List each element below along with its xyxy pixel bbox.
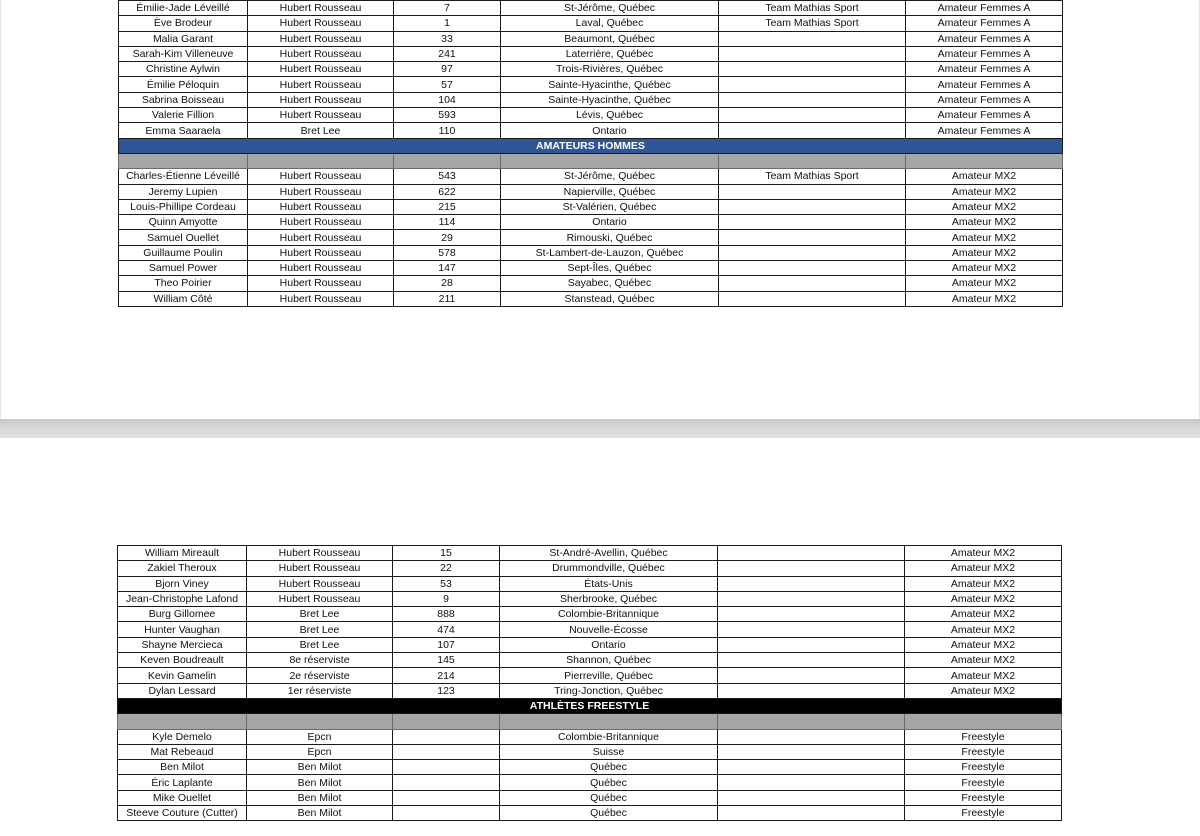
coach-cell: Hubert Rousseau (247, 591, 393, 606)
category-cell: Amateur MX2 (906, 169, 1063, 184)
athlete-name-cell: Keven Boudreault (118, 653, 247, 668)
coach-cell: Hubert Rousseau (248, 199, 394, 214)
bib-number-cell: 53 (393, 576, 500, 591)
coach-cell: Hubert Rousseau (247, 576, 393, 591)
section-title: ATHLÈTES FREESTYLE (118, 698, 1062, 713)
athlete-name-cell: Bjorn Viney (118, 576, 247, 591)
city-cell: Sept-Îles, Québec (501, 261, 719, 276)
category-cell: Freestyle (905, 806, 1062, 821)
category-cell: Freestyle (905, 790, 1062, 805)
bib-number-cell: 1 (394, 16, 501, 31)
roster-table-page-1 (118, 0, 1063, 307)
athlete-name-cell: Émilie-Jade Léveillé (119, 1, 248, 16)
city-cell: États-Unis (500, 576, 718, 591)
category-cell: Amateur MX2 (906, 291, 1063, 306)
bib-number-cell: 578 (394, 245, 501, 260)
team-cell (718, 760, 905, 775)
city-cell: Shannon, Québec (500, 653, 718, 668)
team-cell (719, 199, 906, 214)
coach-cell: Hubert Rousseau (248, 92, 394, 107)
table-row (118, 546, 1062, 561)
team-cell (719, 230, 906, 245)
city-cell: Lévis, Québec (501, 108, 719, 123)
athlete-name-cell: Burg Gillomee (118, 607, 247, 622)
athlete-name-cell: Ben Milot (118, 760, 247, 775)
city-cell: St-Jérôme, Québec (501, 169, 719, 184)
city-cell: Napierville, Québec (501, 184, 719, 199)
category-cell: Amateur MX2 (906, 230, 1063, 245)
city-cell: Trois-Rivières, Québec (501, 62, 719, 77)
team-cell: Team Mathias Sport (719, 1, 906, 16)
coach-cell: Hubert Rousseau (248, 1, 394, 16)
coach-cell: Hubert Rousseau (248, 62, 394, 77)
mx2-rows (118, 546, 1062, 699)
city-cell: Québec (500, 760, 718, 775)
team-cell (718, 668, 905, 683)
coach-cell: Hubert Rousseau (248, 291, 394, 306)
city-cell: Québec (500, 790, 718, 805)
bib-number-cell: 29 (394, 230, 501, 245)
athlete-name-cell: Jeremy Lupien (119, 184, 248, 199)
freestyle-rows (118, 729, 1062, 821)
coach-cell: Hubert Rousseau (248, 77, 394, 92)
table-row (119, 77, 1063, 92)
bib-number-cell: 33 (394, 31, 501, 46)
category-cell: Amateur Femmes A (906, 123, 1063, 138)
table-row (119, 1, 1063, 16)
athlete-name-cell: Valerie Fillion (119, 108, 248, 123)
table-row (119, 291, 1063, 306)
table-row (118, 775, 1062, 790)
table-row (118, 561, 1062, 576)
coach-cell: Hubert Rousseau (248, 245, 394, 260)
city-cell: Ontario (500, 637, 718, 652)
table-row (118, 576, 1062, 591)
table-row (118, 683, 1062, 698)
team-cell (719, 31, 906, 46)
athlete-name-cell: Zakiel Theroux (118, 561, 247, 576)
team-cell (719, 276, 906, 291)
coach-cell: Ben Milot (247, 775, 393, 790)
table-row (119, 230, 1063, 245)
coach-cell: Bret Lee (247, 637, 393, 652)
city-cell: St-Valérien, Québec (501, 199, 719, 214)
category-cell: Amateur MX2 (905, 561, 1062, 576)
athlete-name-cell: Steeve Couture (Cutter) (118, 806, 247, 821)
category-cell: Freestyle (905, 760, 1062, 775)
femmes-rows (119, 1, 1063, 139)
city-cell: Nouvelle-Écosse (500, 622, 718, 637)
table-row (118, 607, 1062, 622)
athlete-name-cell: Ève Brodeur (119, 16, 248, 31)
roster-table-page-2 (117, 545, 1062, 821)
athlete-name-cell: William Mireault (118, 546, 247, 561)
coach-cell: 8e réserviste (247, 653, 393, 668)
table-row (118, 653, 1062, 668)
team-cell (719, 108, 906, 123)
category-cell: Freestyle (905, 775, 1062, 790)
bib-number-cell: 15 (393, 546, 500, 561)
table-row (118, 591, 1062, 606)
bib-number-cell: 211 (394, 291, 501, 306)
table-row (119, 261, 1063, 276)
bib-number-cell: 114 (394, 215, 501, 230)
team-cell: Team Mathias Sport (719, 169, 906, 184)
category-cell: Amateur MX2 (905, 653, 1062, 668)
city-cell: Laterrière, Québec (501, 46, 719, 61)
category-cell: Amateur MX2 (906, 184, 1063, 199)
coach-cell: Hubert Rousseau (248, 31, 394, 46)
section-header-amateurs-hommes (119, 138, 1063, 153)
table-row (119, 62, 1063, 77)
category-cell: Amateur MX2 (906, 245, 1063, 260)
category-cell: Amateur MX2 (905, 546, 1062, 561)
bib-number-cell: 7 (394, 1, 501, 16)
athlete-name-cell: Mat Rebeaud (118, 744, 247, 759)
team-cell (718, 546, 905, 561)
category-cell: Amateur Femmes A (906, 1, 1063, 16)
city-cell: Pierreville, Québec (500, 668, 718, 683)
athlete-name-cell: Samuel Power (119, 261, 248, 276)
coach-cell: 1er réserviste (247, 683, 393, 698)
table-row (118, 622, 1062, 637)
athlete-name-cell: Charles-Étienne Léveillé (119, 169, 248, 184)
athlete-name-cell: Jean-Christophe Lafond (118, 591, 247, 606)
athlete-name-cell: Kyle Demelo (118, 729, 247, 744)
table-row (119, 215, 1063, 230)
category-cell: Amateur Femmes A (906, 92, 1063, 107)
team-cell (719, 215, 906, 230)
city-cell: Beaumont, Québec (501, 31, 719, 46)
city-cell: St-Lambert-de-Lauzon, Québec (501, 245, 719, 260)
table-row (119, 16, 1063, 31)
category-cell: Amateur MX2 (906, 261, 1063, 276)
coach-cell: Bret Lee (248, 123, 394, 138)
coach-cell: Ben Milot (247, 806, 393, 821)
table-row (119, 123, 1063, 138)
bib-number-cell: 543 (394, 169, 501, 184)
athlete-name-cell: Sabrina Boisseau (119, 92, 248, 107)
city-cell: Sainte-Hyacinthe, Québec (501, 77, 719, 92)
city-cell: Sayabec, Québec (501, 276, 719, 291)
bib-number-cell: 474 (393, 622, 500, 637)
coach-cell: Hubert Rousseau (248, 261, 394, 276)
team-cell (718, 653, 905, 668)
athlete-name-cell: Éric Laplante (118, 775, 247, 790)
coach-cell: Ben Milot (247, 790, 393, 805)
team-cell (718, 790, 905, 805)
athlete-name-cell: William Côté (119, 291, 248, 306)
section-header-athletes-freestyle (118, 698, 1062, 713)
city-cell: Colombie-Britannique (500, 607, 718, 622)
bib-number-cell: 215 (394, 199, 501, 214)
bib-number-cell: 123 (393, 683, 500, 698)
category-cell: Amateur MX2 (905, 668, 1062, 683)
table-row (119, 245, 1063, 260)
gray-header-row (119, 153, 1063, 168)
table-row (119, 46, 1063, 61)
team-cell (718, 806, 905, 821)
athlete-name-cell: Christine Aylwin (119, 62, 248, 77)
category-cell: Amateur Femmes A (906, 46, 1063, 61)
category-cell: Amateur Femmes A (906, 77, 1063, 92)
table-row (118, 744, 1062, 759)
coach-cell: Hubert Rousseau (248, 46, 394, 61)
category-cell: Amateur MX2 (906, 276, 1063, 291)
athlete-name-cell: Kevin Gamelin (118, 668, 247, 683)
coach-cell: Hubert Rousseau (248, 276, 394, 291)
bib-number-cell (393, 744, 500, 759)
city-cell: St-Jérôme, Québec (501, 1, 719, 16)
city-cell: Québec (500, 806, 718, 821)
category-cell: Amateur MX2 (905, 637, 1062, 652)
athlete-name-cell: Malia Garant (119, 31, 248, 46)
category-cell: Amateur Femmes A (906, 31, 1063, 46)
section-title: AMATEURS HOMMES (119, 138, 1063, 153)
coach-cell: Hubert Rousseau (247, 561, 393, 576)
coach-cell: Bret Lee (247, 622, 393, 637)
athlete-name-cell: Emma Saaraela (119, 123, 248, 138)
team-cell (719, 184, 906, 199)
coach-cell: Ben Milot (247, 760, 393, 775)
bib-number-cell: 241 (394, 46, 501, 61)
coach-cell: Hubert Rousseau (248, 16, 394, 31)
athlete-name-cell: Louis-Phillipe Cordeau (119, 199, 248, 214)
bib-number-cell: 9 (393, 591, 500, 606)
bib-number-cell: 97 (394, 62, 501, 77)
city-cell: Rimouski, Québec (501, 230, 719, 245)
hommes-rows (119, 169, 1063, 307)
team-cell (718, 576, 905, 591)
table-row (118, 668, 1062, 683)
bib-number-cell: 57 (394, 77, 501, 92)
team-cell (719, 62, 906, 77)
category-cell: Amateur Femmes A (906, 62, 1063, 77)
category-cell: Amateur Femmes A (906, 108, 1063, 123)
bib-number-cell: 145 (393, 653, 500, 668)
athlete-name-cell: Dylan Lessard (118, 683, 247, 698)
athlete-name-cell: Theo Poirier (119, 276, 248, 291)
category-cell: Freestyle (905, 744, 1062, 759)
athlete-name-cell: Samuel Ouellet (119, 230, 248, 245)
category-cell: Amateur MX2 (906, 215, 1063, 230)
table-row (119, 92, 1063, 107)
category-cell: Amateur MX2 (906, 199, 1063, 214)
coach-cell: Hubert Rousseau (248, 169, 394, 184)
city-cell: Ontario (501, 123, 719, 138)
team-cell (719, 46, 906, 61)
city-cell: Colombie-Britannique (500, 729, 718, 744)
category-cell: Amateur Femmes A (906, 16, 1063, 31)
bib-number-cell: 107 (393, 637, 500, 652)
athlete-name-cell: Sarah-Kim Villeneuve (119, 46, 248, 61)
table-row (119, 169, 1063, 184)
team-cell (719, 245, 906, 260)
city-cell: Tring-Jonction, Québec (500, 683, 718, 698)
coach-cell: Hubert Rousseau (248, 184, 394, 199)
bib-number-cell: 28 (394, 276, 501, 291)
document-page-2 (0, 438, 1200, 836)
team-cell (718, 683, 905, 698)
coach-cell: 2e réserviste (247, 668, 393, 683)
table-row (119, 108, 1063, 123)
city-cell: St-André-Avellin, Québec (500, 546, 718, 561)
team-cell (719, 77, 906, 92)
team-cell (718, 591, 905, 606)
category-cell: Amateur MX2 (905, 576, 1062, 591)
coach-cell: Hubert Rousseau (248, 230, 394, 245)
table-row (118, 806, 1062, 821)
team-cell (718, 622, 905, 637)
bib-number-cell: 622 (394, 184, 501, 199)
bib-number-cell (393, 760, 500, 775)
page-separator (0, 419, 1200, 438)
city-cell: Suisse (500, 744, 718, 759)
team-cell (718, 775, 905, 790)
athlete-name-cell: Guillaume Poulin (119, 245, 248, 260)
city-cell: Sainte-Hyacinthe, Québec (501, 92, 719, 107)
table-row (118, 760, 1062, 775)
coach-cell: Epcn (247, 744, 393, 759)
coach-cell: Bret Lee (247, 607, 393, 622)
city-cell: Sherbrooke, Québec (500, 591, 718, 606)
category-cell: Amateur MX2 (905, 622, 1062, 637)
table-row (118, 729, 1062, 744)
athlete-name-cell: Shayne Mercieca (118, 637, 247, 652)
category-cell: Amateur MX2 (905, 607, 1062, 622)
team-cell (718, 744, 905, 759)
bib-number-cell (393, 790, 500, 805)
team-cell (719, 92, 906, 107)
team-cell (718, 561, 905, 576)
team-cell (718, 729, 905, 744)
bib-number-cell: 593 (394, 108, 501, 123)
athlete-name-cell: Émilie Péloquin (119, 77, 248, 92)
bib-number-cell: 888 (393, 607, 500, 622)
city-cell: Stanstead, Québec (501, 291, 719, 306)
category-cell: Amateur MX2 (905, 683, 1062, 698)
table-row (119, 184, 1063, 199)
athlete-name-cell: Quinn Amyotte (119, 215, 248, 230)
city-cell: Québec (500, 775, 718, 790)
team-cell (719, 123, 906, 138)
team-cell (718, 607, 905, 622)
bib-number-cell: 147 (394, 261, 501, 276)
team-cell: Team Mathias Sport (719, 16, 906, 31)
team-cell (719, 291, 906, 306)
bib-number-cell (393, 729, 500, 744)
category-cell: Freestyle (905, 729, 1062, 744)
bib-number-cell (393, 806, 500, 821)
table-row (119, 276, 1063, 291)
coach-cell: Epcn (247, 729, 393, 744)
city-cell: Ontario (501, 215, 719, 230)
city-cell: Drummondville, Québec (500, 561, 718, 576)
gray-header-row (118, 714, 1062, 729)
bib-number-cell (393, 775, 500, 790)
table-row (119, 31, 1063, 46)
category-cell: Amateur MX2 (905, 591, 1062, 606)
table-row (118, 790, 1062, 805)
coach-cell: Hubert Rousseau (248, 215, 394, 230)
bib-number-cell: 104 (394, 92, 501, 107)
bib-number-cell: 110 (394, 123, 501, 138)
table-row (118, 637, 1062, 652)
bib-number-cell: 22 (393, 561, 500, 576)
table-row (119, 199, 1063, 214)
coach-cell: Hubert Rousseau (248, 108, 394, 123)
team-cell (718, 637, 905, 652)
athlete-name-cell: Hunter Vaughan (118, 622, 247, 637)
coach-cell: Hubert Rousseau (247, 546, 393, 561)
bib-number-cell: 214 (393, 668, 500, 683)
city-cell: Laval, Québec (501, 16, 719, 31)
team-cell (719, 261, 906, 276)
athlete-name-cell: Mike Ouellet (118, 790, 247, 805)
